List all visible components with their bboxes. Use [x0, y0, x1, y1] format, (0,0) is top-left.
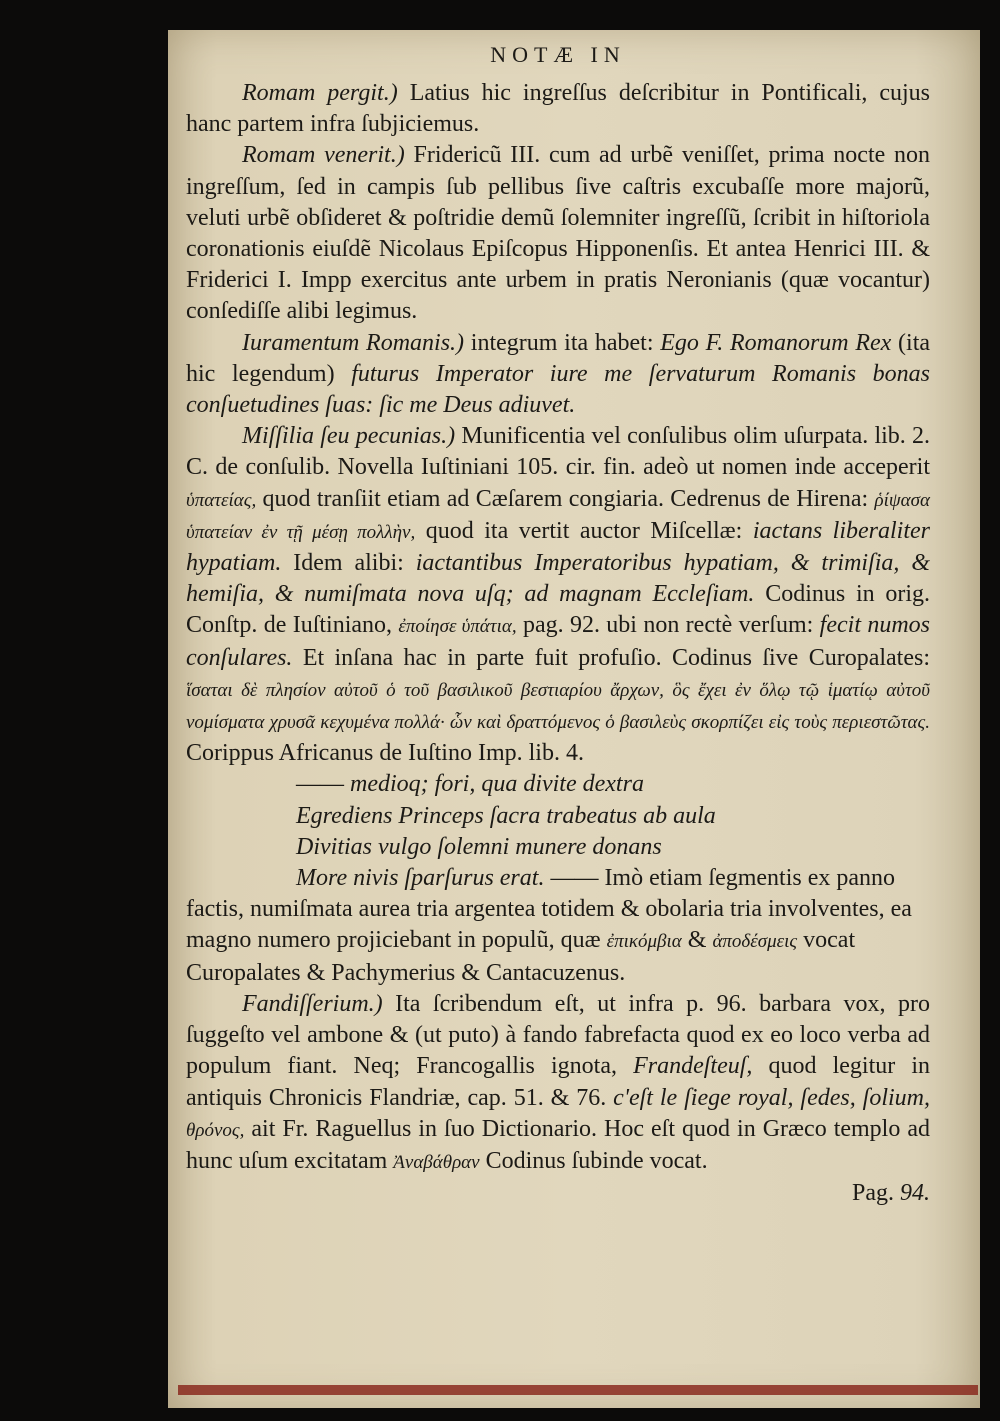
note-text: Munificentia vel conſulibus olim uſurpata. lib. 2. C. de conſulib. Novella Iuſtiniani 105. cir. fin. adeò ut nomen inde acceperit: [186, 423, 931, 481]
running-head: NOTÆ IN: [490, 42, 626, 67]
verse-line-2: Egrediens Princeps ſacra trabeatus ab aula: [296, 802, 716, 829]
verse-dash: ——: [296, 771, 344, 798]
note-text: Latius hic ingreſſus deſcribitur in Pontificali, cujus hanc partem infra ſubjiciemus.: [186, 80, 930, 138]
note-text: Et inſana hac in parte fuit profuſio. Codinus ſive Curopalates:: [302, 644, 931, 671]
greek-text: ἀποδέσμεις: [712, 931, 798, 953]
note-text: &: [687, 927, 707, 954]
catchword-line: [186, 1178, 930, 1209]
note-paragraph-5: [186, 989, 930, 1178]
greek-text: Ἀναβάθραν: [393, 1151, 480, 1173]
note-text: (ita hic legendum): [186, 329, 931, 387]
french-gloss: c'eſt le ſiege royal, ſedes, ſolium,: [613, 1084, 930, 1111]
note-text: ait Fr. Raguellus in ſuo Dictionario. Hoc eſt quod in Græco templo ad hunc uſum excitatam: [186, 1115, 931, 1174]
lemma: Fandiſſerium.): [242, 990, 383, 1017]
catchword: [852, 1178, 930, 1209]
note-text: quod legitur in antiquis Chronicis Flandriæ, cap. 51. & 76.: [186, 1053, 930, 1111]
note-text: quod tranſiit etiam ad Cæſarem congiaria. Cedrenus de Hirena:: [262, 485, 869, 512]
note-text: Idem alibi:: [293, 550, 404, 577]
quotation: iactantibus Imperatoribus hypatiam, & trimiſia, & hemiſia, & numiſmata nova uſq; ad magnam Eccleſiam.: [186, 550, 930, 608]
quoted-oath: futurus Imperator iure me ſervaturum Romanis bonas conſuetudines ſuas: ſic me Deus adiuvet.: [186, 360, 931, 419]
greek-text: ὑπατείας,: [186, 489, 257, 511]
note-paragraph-2: [186, 140, 930, 327]
greek-text: θρόνος,: [186, 1119, 245, 1141]
quotation: fecit numos conſulares.: [186, 612, 931, 671]
greek-text: ἵσαται δὲ πλησίον αὐτοῦ ὁ τοῦ βασιλικοῦ βεστιαρίου ἄρχων, ὃς ἔχει ἐν ὅλῳ τῷ ἱματίῳ αὐτοῦ νομίσματα χρυσᾶ κεχυμένα πολλά· ὧν καὶ δραττόμενος ὁ βασιλεὺς σκορπίζει εἰς τοὺς περιεστῶτας.: [186, 679, 930, 734]
lemma: Miſſilia ſeu pecunias.): [242, 423, 456, 450]
note-text: pag. 92. ubi non rectè verſum:: [522, 612, 814, 639]
note-text: Fridericũ III. cum ad urbẽ veniſſet, prima nocte non ingreſſum, ſed in campis ſub pellibus ſive caſtris excubaſſe more majorũ, veluti urbẽ obſideret & poſtridie demũ ſolemniter ingreſſũ, ſcribit in hiſtoriola coronationis eiuſdẽ Nicolaus Epiſcopus Hipponenſis. Et antea Henrici III. & Friderici I. Impp exercitus ante urbem in pratis Neronianis (quæ vocantur) conſediſſe alibi legimus.: [186, 142, 931, 325]
french-word: Frandeſteuſ,: [633, 1053, 753, 1080]
catchword-number: 94.: [900, 1180, 930, 1207]
quoted-oath: Ego F. Romanorum Rex: [660, 329, 892, 356]
note-text: Codinus in orig. Conſtp. de Iuſtiniano,: [186, 581, 931, 639]
greek-text: ῥίψασα ὑπατείαν ἐν τῇ μέσῃ πολλὴν,: [186, 489, 930, 543]
page-text: [186, 38, 930, 1209]
verse-dash: ——: [550, 865, 599, 892]
verse-line-4: [186, 863, 598, 894]
greek-text: ἐπικόμβια: [606, 931, 682, 953]
lemma: Romam venerit.): [242, 142, 405, 169]
note-text: Corippus Africanus de Iuſtino Imp. lib. 4.: [186, 740, 584, 767]
note-text: quod ita vertit auctor Miſcellæ:: [425, 517, 743, 544]
note-text: vocat Curopalates & Pachymerius & Cantacuzenus.: [186, 927, 856, 986]
verse-line-3: Divitias vulgo ſolemni munere donans: [296, 833, 662, 860]
note-paragraph-4: [186, 421, 930, 769]
verse-text: medioq; fori, qua divite dextra: [350, 771, 644, 798]
lemma: Romam pergit.): [242, 80, 398, 106]
greek-text: ἐποίησε ὑπάτια,: [398, 616, 517, 638]
quotation: iactans liberaliter hypatiam.: [186, 517, 930, 577]
note-text: Ita ſcribendum eſt, ut infra p. 96. barbara vox, pro ſuggeſto vel ambone & (ut puto) à fando fabrefacta quod ex eo loco verba ad populum fiant. Neq; Francogallis ignota,: [186, 990, 930, 1080]
note-text: Imò etiam ſegmentis ex panno factis, numiſmata aurea tria argentea totidem & obolaria tria involventes, ea magno numero projiciebant in populũ, quæ: [186, 865, 912, 954]
verse-text: More nivis ſparſurus erat.: [296, 865, 545, 892]
note-text: Codinus ſubinde vocat.: [485, 1147, 708, 1174]
note-paragraph-3: [186, 328, 930, 422]
verse-line-1: [186, 769, 930, 800]
page-edge: [178, 1385, 978, 1395]
note-text: integrum ita habet:: [470, 329, 654, 356]
note-paragraph-1: [186, 78, 930, 140]
catchword-label: Pag.: [852, 1180, 894, 1207]
lemma: Iuramentum Romanis.): [242, 329, 465, 356]
